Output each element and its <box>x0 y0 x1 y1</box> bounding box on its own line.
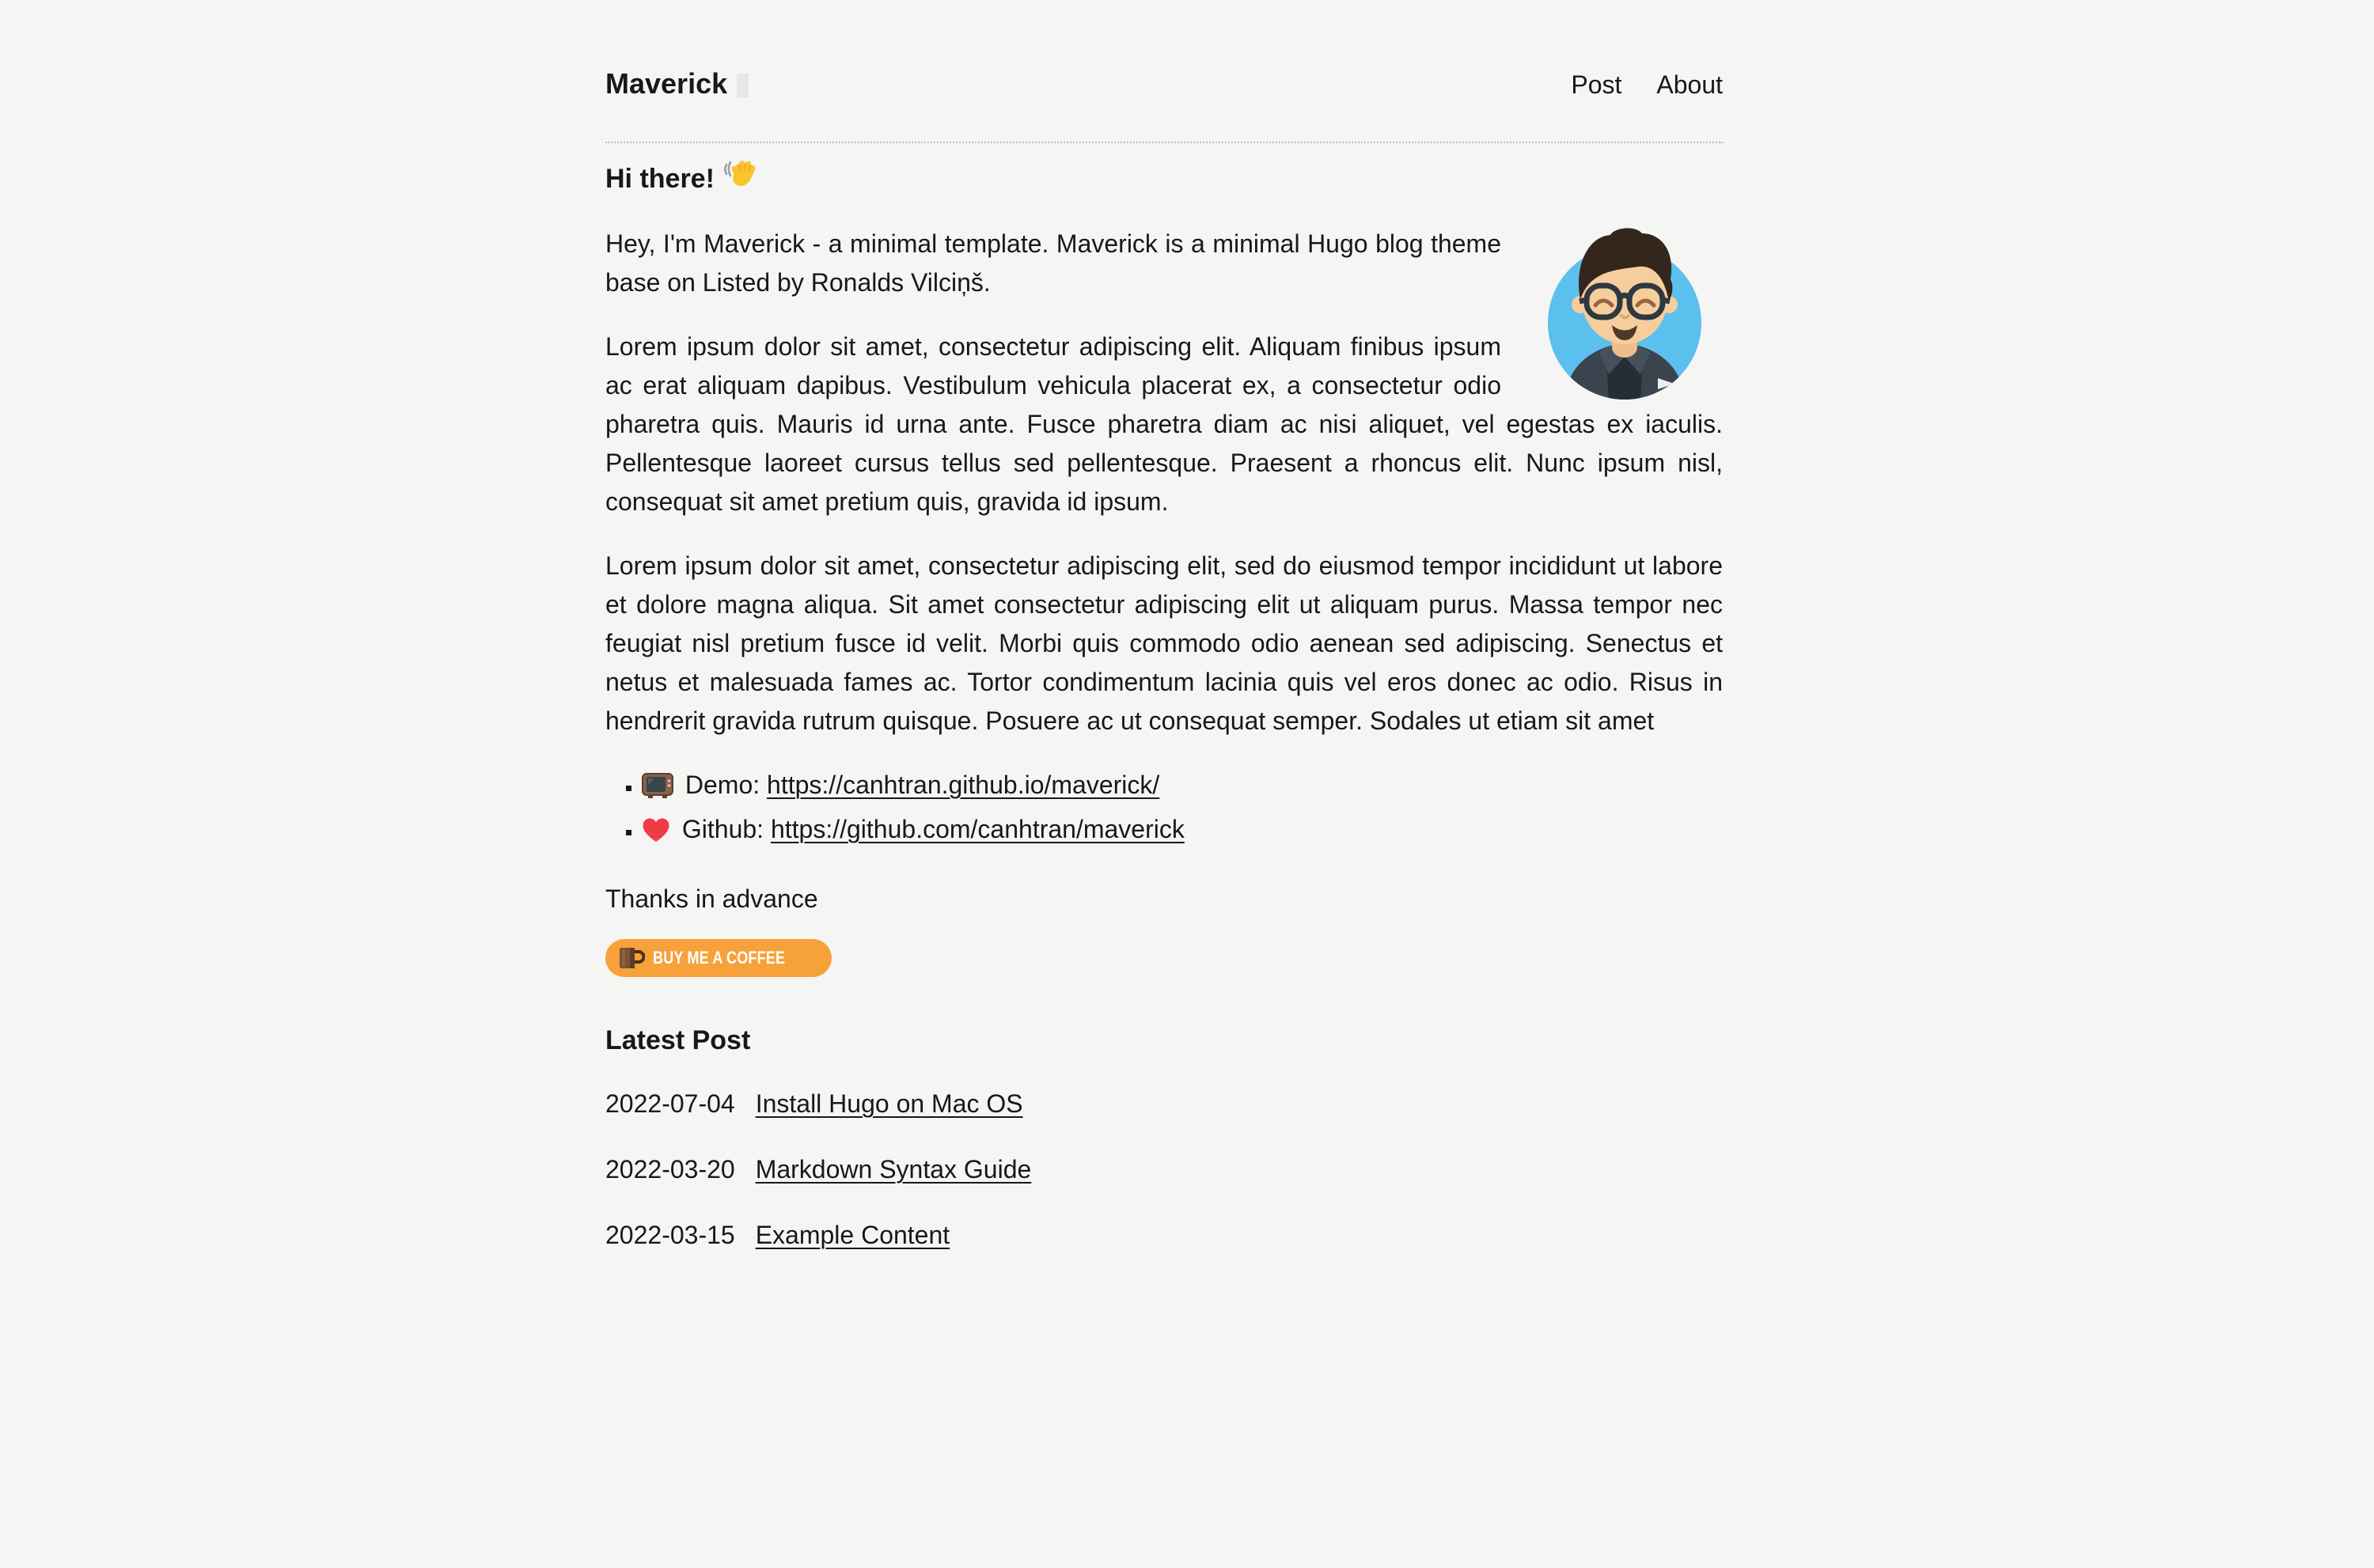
site-nav <box>1571 67 1723 102</box>
post-link-markdown-syntax[interactable]: Markdown Syntax Guide <box>755 1155 1032 1184</box>
post-row <box>605 1216 1723 1255</box>
links-list <box>605 766 1723 854</box>
profile-avatar <box>1542 218 1707 401</box>
greeting-heading <box>605 157 1723 199</box>
post-link-install-hugo[interactable]: Install Hugo on Mac OS <box>755 1089 1023 1118</box>
post-row <box>605 1085 1723 1123</box>
post-row <box>605 1150 1723 1189</box>
wave-icon <box>722 157 756 199</box>
cursor-block-icon <box>737 74 749 97</box>
post-date: 2022-07-04 <box>605 1089 735 1118</box>
main-content <box>605 157 1723 1255</box>
site-title: Maverick <box>605 67 728 100</box>
site-header <box>605 0 1723 143</box>
mug-icon <box>615 943 645 973</box>
heart-icon <box>642 816 670 854</box>
github-link[interactable]: https://github.com/canhtran/maverick <box>770 815 1185 843</box>
nav-item-post[interactable]: Post <box>1571 70 1622 99</box>
greeting-text: Hi there! <box>605 163 715 194</box>
post-link-example-content[interactable]: Example Content <box>755 1221 950 1249</box>
lorem-paragraph-2: Lorem ipsum dolor sit amet, consectetur adipiscing elit, sed do eiusmod tempor incididunt ut labore et dolore magna aliqua. Sit amet consectetur adipiscing elit ut aliquam purus. Massa tempor nec feugiat nisl pretium fusce id velit. Morbi quis commodo odio aenean sed adipiscing. Senectus et netus et malesuada fames ac. Tortor condimentum lacinia quis vel eros donec ac odio. Risus in hendrerit gravida rutrum quisque. Posuere ac ut consequat semper. Sodales ut etiam sit amet <box>605 551 1723 735</box>
list-item-label: Demo: <box>685 771 760 799</box>
coffee-button-wrap <box>605 939 1723 977</box>
lorem-paragraph-1: Lorem ipsum dolor sit amet, consectetur adipiscing elit. Aliquam finibus ipsum ac erat aliquam dapibus. Vestibulum vehicula placerat ex, a consectetur odio pharetra quis. Mauris id urna ante. Fusce pharetra diam ac nisi aliquet, vel egestas ex iaculis. Pellentesque laoreet cursus tellus sed pellentesque. Praesent a rhoncus elit. Nunc ipsum nisl, consequat sit amet pretium quis, gravida id ipsum. <box>605 332 1723 516</box>
post-date: 2022-03-20 <box>605 1155 735 1184</box>
buy-me-a-coffee-button[interactable] <box>605 939 832 977</box>
thanks-text: Thanks in advance <box>605 884 818 913</box>
latest-post-heading: Latest Post <box>605 1025 751 1055</box>
tv-icon <box>642 771 673 810</box>
coffee-button-label: BUY ME A COFFEE <box>653 948 786 968</box>
list-item-demo <box>642 766 1723 810</box>
page-container <box>605 0 1723 1255</box>
site-title-link[interactable] <box>605 66 749 101</box>
list-item-github <box>642 810 1723 854</box>
post-date: 2022-03-15 <box>605 1221 735 1249</box>
intro-paragraph: Hey, I'm Maverick - a minimal template. Maverick is a minimal Hugo blog theme base on Listed by Ronalds Vilciņš. <box>605 229 1501 297</box>
nav-item-about[interactable]: About <box>1656 70 1723 99</box>
demo-link[interactable]: https://canhtran.github.io/maverick/ <box>767 771 1160 799</box>
list-item-label: Github: <box>681 815 764 843</box>
